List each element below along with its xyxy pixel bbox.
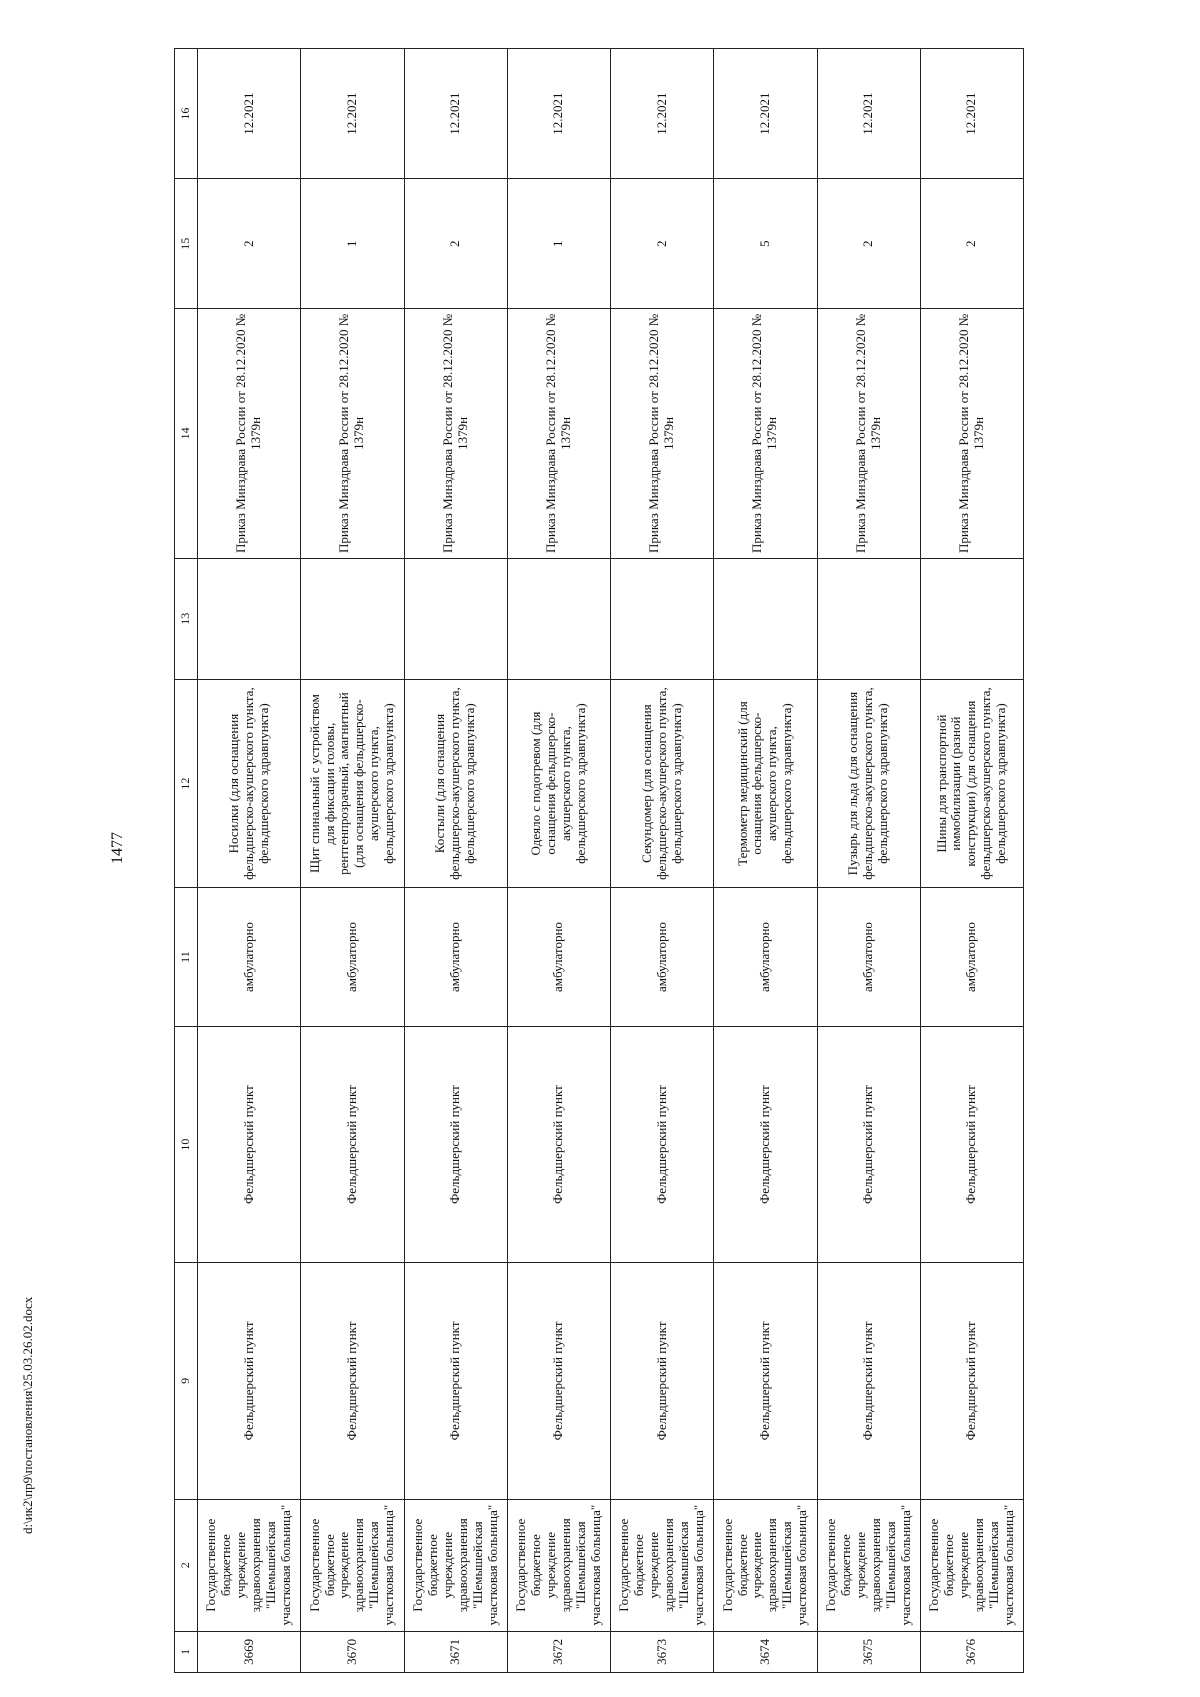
- equipment-cell: Носилки (для оснащения фельдшерско-акушерского пункта, фельдшерского здравпункта): [198, 680, 301, 888]
- equipment-cell: Пузырь для льда (для оснащения фельдшерско-акушерского пункта, фельдшерского здравпункта): [817, 680, 920, 888]
- table-row: [611, 49, 714, 1673]
- care-condition-cell: амбулаторно: [714, 888, 817, 1027]
- care-condition-cell: амбулаторно: [198, 888, 301, 1027]
- empty-cell: [404, 558, 507, 679]
- row-number: 3674: [714, 1631, 817, 1672]
- quantity-cell: 2: [920, 179, 1023, 309]
- empty-cell: [198, 558, 301, 679]
- equipment-table: [174, 48, 1024, 1673]
- order-cell: Приказ Минздрава России от 28.12.2020 № 1379н: [198, 309, 301, 558]
- date-cell: 12.2021: [301, 49, 404, 179]
- empty-cell: [817, 558, 920, 679]
- subunit-cell: Фельдшерский пункт: [301, 1026, 404, 1262]
- order-cell: Приказ Минздрава России от 28.12.2020 № 1379н: [817, 309, 920, 558]
- column-header: 11: [175, 888, 198, 1027]
- header-row: [175, 49, 198, 1673]
- date-cell: 12.2021: [198, 49, 301, 179]
- care-condition-cell: амбулаторно: [817, 888, 920, 1027]
- unit-cell: Фельдшерский пункт: [920, 1263, 1023, 1499]
- empty-cell: [714, 558, 817, 679]
- date-cell: 12.2021: [817, 49, 920, 179]
- organization-cell: Государственное бюджетное учреждение здравоохранения "Шемышейская участковая больница": [611, 1499, 714, 1631]
- column-header: 15: [175, 179, 198, 309]
- date-cell: 12.2021: [714, 49, 817, 179]
- organization-cell: Государственное бюджетное учреждение здравоохранения "Шемышейская участковая больница": [817, 1499, 920, 1631]
- subunit-cell: Фельдшерский пункт: [611, 1026, 714, 1262]
- quantity-cell: 2: [817, 179, 920, 309]
- order-cell: Приказ Минздрава России от 28.12.2020 № 1379н: [920, 309, 1023, 558]
- subunit-cell: Фельдшерский пункт: [198, 1026, 301, 1262]
- date-cell: 12.2021: [920, 49, 1023, 179]
- column-header: 14: [175, 309, 198, 558]
- organization-cell: Государственное бюджетное учреждение здравоохранения "Шемышейская участковая больница": [301, 1499, 404, 1631]
- equipment-cell: Секундомер (для оснащения фельдшерско-акушерского пункта, фельдшерского здравпункта): [611, 680, 714, 888]
- quantity-cell: 2: [404, 179, 507, 309]
- column-header: 2: [175, 1499, 198, 1631]
- care-condition-cell: амбулаторно: [507, 888, 610, 1027]
- subunit-cell: Фельдшерский пункт: [920, 1026, 1023, 1262]
- unit-cell: Фельдшерский пункт: [198, 1263, 301, 1499]
- equipment-cell: Костыли (для оснащения фельдшерско-акушерского пункта, фельдшерского здравпункта): [404, 680, 507, 888]
- page-number: 1477: [109, 832, 126, 864]
- column-header: 12: [175, 680, 198, 888]
- subunit-cell: Фельдшерский пункт: [404, 1026, 507, 1262]
- unit-cell: Фельдшерский пункт: [507, 1263, 610, 1499]
- subunit-cell: Фельдшерский пункт: [507, 1026, 610, 1262]
- organization-cell: Государственное бюджетное учреждение здравоохранения "Шемышейская участковая больница": [714, 1499, 817, 1631]
- table-row: [404, 49, 507, 1673]
- organization-cell: Государственное бюджетное учреждение здравоохранения "Шемышейская участковая больница": [507, 1499, 610, 1631]
- equipment-cell: Термометр медицинский (для оснащения фельдшерско-акушерского пункта, фельдшерского здравпункта): [714, 680, 817, 888]
- column-header: 16: [175, 49, 198, 179]
- subunit-cell: Фельдшерский пункт: [817, 1026, 920, 1262]
- row-number: 3670: [301, 1631, 404, 1672]
- table-row: [198, 49, 301, 1673]
- table-row: [817, 49, 920, 1673]
- table-container: [174, 48, 1024, 1673]
- row-number: 3672: [507, 1631, 610, 1672]
- unit-cell: Фельдшерский пункт: [714, 1263, 817, 1499]
- care-condition-cell: амбулаторно: [611, 888, 714, 1027]
- organization-cell: Государственное бюджетное учреждение здравоохранения "Шемышейская участковая больница": [198, 1499, 301, 1631]
- organization-cell: Государственное бюджетное учреждение здравоохранения "Шемышейская участковая больница": [404, 1499, 507, 1631]
- row-number: 3669: [198, 1631, 301, 1672]
- column-header: 9: [175, 1263, 198, 1499]
- table-row: [714, 49, 817, 1673]
- order-cell: Приказ Минздрава России от 28.12.2020 № 1379н: [611, 309, 714, 558]
- order-cell: Приказ Минздрава России от 28.12.2020 № 1379н: [507, 309, 610, 558]
- date-cell: 12.2021: [611, 49, 714, 179]
- row-number: 3676: [920, 1631, 1023, 1672]
- row-number: 3675: [817, 1631, 920, 1672]
- column-header: 13: [175, 558, 198, 679]
- unit-cell: Фельдшерский пункт: [301, 1263, 404, 1499]
- empty-cell: [611, 558, 714, 679]
- care-condition-cell: амбулаторно: [404, 888, 507, 1027]
- row-number: 3673: [611, 1631, 714, 1672]
- subunit-cell: Фельдшерский пункт: [714, 1026, 817, 1262]
- quantity-cell: 2: [611, 179, 714, 309]
- table-row: [301, 49, 404, 1673]
- order-cell: Приказ Минздрава России от 28.12.2020 № 1379н: [301, 309, 404, 558]
- date-cell: 12.2021: [507, 49, 610, 179]
- empty-cell: [920, 558, 1023, 679]
- table-row: [507, 49, 610, 1673]
- file-path-footer: d:\ик2\пр9\постановления\25.03.26.02.docx: [20, 1296, 35, 1534]
- quantity-cell: 1: [507, 179, 610, 309]
- column-header: 1: [175, 1631, 198, 1672]
- equipment-cell: Одеяло с подогревом (для оснащения фельдшерско-акушерского пункта, фельдшерского здравпункта): [507, 680, 610, 888]
- equipment-cell: Щит спинальный с устройством для фиксации головы, рентгенпрозрачный, амагнитный (для оснащения фельдшерско-акушерского пункта, фельдшерского здравпункта): [301, 680, 404, 888]
- equipment-cell: Шины для транспортной иммобилизации (разной конструкции) (для оснащения фельдшерско-акушерского пункта, фельдшерского здравпункта): [920, 680, 1023, 888]
- table-row: [920, 49, 1023, 1673]
- unit-cell: Фельдшерский пункт: [404, 1263, 507, 1499]
- order-cell: Приказ Минздрава России от 28.12.2020 № 1379н: [714, 309, 817, 558]
- empty-cell: [507, 558, 610, 679]
- date-cell: 12.2021: [404, 49, 507, 179]
- organization-cell: Государственное бюджетное учреждение здравоохранения "Шемышейская участковая больница": [920, 1499, 1023, 1631]
- quantity-cell: 5: [714, 179, 817, 309]
- order-cell: Приказ Минздрава России от 28.12.2020 № 1379н: [404, 309, 507, 558]
- quantity-cell: 1: [301, 179, 404, 309]
- care-condition-cell: амбулаторно: [301, 888, 404, 1027]
- empty-cell: [301, 558, 404, 679]
- care-condition-cell: амбулаторно: [920, 888, 1023, 1027]
- unit-cell: Фельдшерский пункт: [817, 1263, 920, 1499]
- quantity-cell: 2: [198, 179, 301, 309]
- row-number: 3671: [404, 1631, 507, 1672]
- unit-cell: Фельдшерский пункт: [611, 1263, 714, 1499]
- column-header: 10: [175, 1026, 198, 1262]
